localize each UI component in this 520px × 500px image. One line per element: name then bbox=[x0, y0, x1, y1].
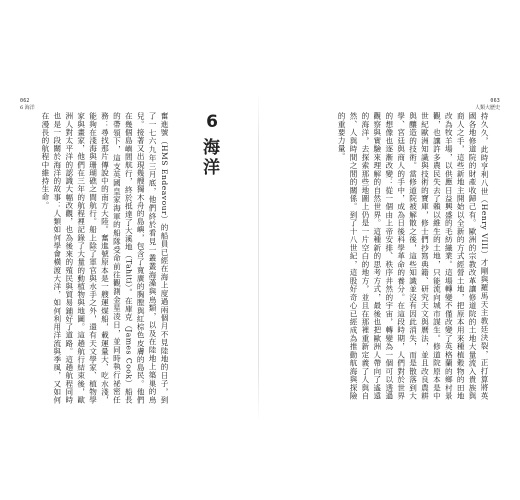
page-gutter bbox=[258, 92, 259, 422]
left-page-body: 奮進號（HMS Endeavour）的船員已經在海上度過兩個月不見陸地的日子，到了一七六九年三月底，他們終於看見一叢叢海藻與鳥類，以及在陸地上築巢的鳥兒。接著又出現幾艘獨木舟的島嶼，包含了寬廣的胸膛與紅棕色皮膚的島民。他們在幾個島嶼間航行，終於抵達了大溪地（Tahiti）。在庫克（James Cook）船長的帶領下，這支英國皇家海軍的船隊受命前往觀測金星凌日，並同時執行祕密任務：尋找那片傳說中的南方大陸。奮進號原本是一艘運煤船，載運量大、吃水淺，能夠在淺海與珊瑚礁之間航行。船上除了軍官與水手之外，還有天文學家、植物學家與畫家，他們在三年的航程裡記錄了大量的動植物與地圖。這趟航行結束後，歐洲人對太平洋的認識大幅改觀，也為後來的殖民與貿易鋪好了道路。這趟航程同時也是一段關於海洋的故事：人類如何學會橫渡大洋，如何利用洋流與季風，又如何在漫長的航程中維持生命。 bbox=[40, 112, 169, 404]
chapter-title: 海洋 bbox=[199, 138, 219, 178]
right-page-number: 063 bbox=[490, 98, 500, 104]
right-running-head bbox=[475, 98, 500, 111]
chapter-number: 6 bbox=[206, 112, 218, 132]
chapter-heading bbox=[186, 112, 222, 262]
left-running-title: 6 海洋 bbox=[20, 105, 35, 111]
right-page-body: 持久久，此時亨利八世（Henry VIII）才剛與羅馬天主教廷決裂，正打算將英國各地修道院的財產收歸己有。歐洲的宗教改革讓修道院的土地大量流入貴族與商人之手，這些新地主開始以全新的方式經營土地，把原本用來種植穀物的田地改為牧羊場，以供應日益興盛的毛紡織業。這場轉變不僅改變了英格蘭的鄉村景觀，也讓許多農民失去了賴以維生的土地，只能流向城市謀生。修道院原本是中世紀歐洲知識與技術的寶庫，修士們抄寫典籍、研究天文與曆法，並且改良農耕與釀造的技術。當修道院被解散之後，這些知識並沒有因此消失，而是散落到大學、宮廷與商人的手中，成為日後科學革命的養分。在這段時期，人們對於世界的想像也逐漸改變：從一個由上帝安排、秩序井然的宇宙，轉變為一個可以透過觀察與實驗來理解的自然世界。這種新的思考方式，最後也把歐洲人帶向了遙遠的海洋，去探索那些地圖上仍是一片空白的地方，並且在那裡重新定義了人與自然、人與時間之間的關係。到了十八世紀，這股好奇心已經成為推動航海與探險的重要力量。 bbox=[337, 112, 489, 400]
left-running-head bbox=[20, 98, 35, 111]
right-running-title: 人類大歷史 bbox=[474, 105, 500, 111]
left-page-number: 062 bbox=[20, 98, 30, 104]
